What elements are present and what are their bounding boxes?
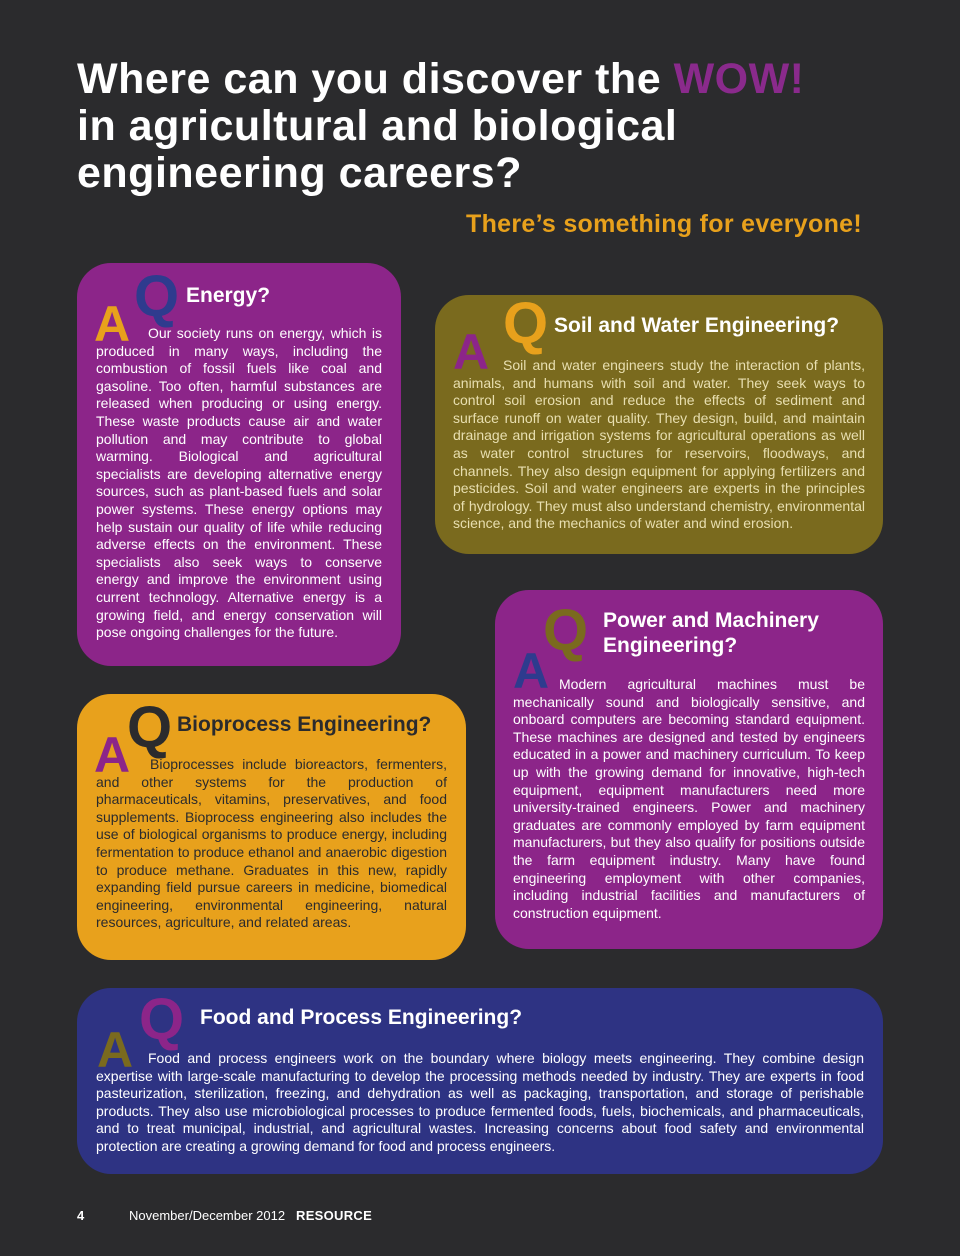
soil-water-body-text: Soil and water engineers study the interaction of plants, animals, and humans with soil and water. They seek ways to control soil erosion and reduce the effects of sediment and surface runoff on water quality. They design, build, and maintain drainage and irrigation systems for agricultural operations as well as water control structures for reservoirs, floodways, and channels. They also design equipment for applying fertilizers and pesticides. Soil and water engineers are experts in the principles of hydrology. They must also understand chemistry, environmental science, and the mechanics of water and wind erosion. — [453, 357, 865, 532]
answer-a-icon: A — [513, 643, 550, 699]
bioprocess-title: Bioprocess Engineering? — [177, 713, 432, 736]
magazine-name: RESOURCE — [296, 1208, 373, 1223]
question-q-icon: Q — [127, 695, 173, 760]
answer-a-icon: A — [453, 324, 490, 380]
answer-a-icon: A — [94, 296, 131, 352]
power-machinery-card — [495, 590, 883, 949]
page-number: 4 — [77, 1208, 85, 1223]
food-process-card — [77, 988, 883, 1174]
bioprocess-body — [96, 756, 447, 932]
power-machinery-body — [513, 676, 865, 922]
power-title-line1: Power and Machinery — [603, 609, 819, 632]
soil-water-card — [435, 291, 883, 554]
energy-body-text: Our society runs on energy, which is produced in many ways, including the combustion of fossil fuels like coal and gasoline. Too often, harmful substances are released when producing or using energy. These waste products cause air and water pollution and may contribute to global warming. Biological and agricultural specialists are developing alternative energy sources, such as plant-based fuels and solar power systems. These energy options may help sustain our quality of life while reducing adverse effects on the environment. These specialists also seek ways to conserve energy and improve the environment using current technology. Alternative energy is a growing field, and energy conservation will pose ongoing challenges for the future. — [96, 325, 382, 641]
question-q-icon: Q — [139, 987, 185, 1052]
headline-line2: in agricultural and biological — [77, 102, 678, 150]
question-q-icon: Q — [543, 598, 589, 663]
energy-body — [96, 325, 382, 642]
food-process-title: Food and Process Engineering? — [200, 1006, 523, 1029]
energy-card — [77, 263, 401, 666]
food-process-body-text: Food and process engineers work on the boundary where biology meets engineering. They combine design expertise with large-scale manufacturing to develop the processing methods needed by industry. They are experts in food pasteurization, sterilization, freezing, and dehydration as well as packaging, transportation, and storage of perishable products. They also use microbiological processes to produce fermented foods, fuels, biochemicals, and pharmaceuticals, and to treat municipal, industrial, and agricultural wastes. Increasing concerns about food safety and environmental protection are creating a growing demand for food and process engineers. — [96, 1050, 864, 1154]
headline-line1: Where can you discover the — [77, 55, 674, 103]
bioprocess-body-text: Bioprocesses include bioreactors, fermenters, and other systems for the production of pharmaceuticals, vitamins, preservatives, and food supplements. Bioprocess engineering also includes the use of biological organisms to produce energy, including fermentation to produce ethanol and anaerobic digestion to produce methane. Graduates in this new, rapidly expanding field pursue careers in medicine, biomedical engineering, environmental engineering, natural resources, agriculture, and related areas. — [96, 756, 447, 931]
power-machinery-title — [603, 608, 873, 658]
headline-line3: engineering careers? — [77, 149, 522, 197]
question-q-icon: Q — [503, 291, 549, 356]
answer-a-icon: A — [94, 727, 131, 783]
power-title-line2: Engineering? — [603, 634, 738, 657]
food-process-body — [96, 1050, 864, 1156]
energy-title: Energy? — [186, 284, 271, 307]
page-headline — [77, 56, 877, 197]
soil-water-body — [453, 357, 865, 533]
issue-date: November/December 2012 — [129, 1208, 286, 1223]
soil-water-title: Soil and Water Engineering? — [554, 314, 840, 337]
question-q-icon: Q — [134, 264, 180, 329]
tagline: There’s something for everyone! — [466, 210, 862, 238]
power-machinery-body-text: Modern agricultural machines must be mechanically sound and biologically sensitive, and onboard computers are becoming standard equipment. These machines are designed and tested by engineers educated in a power and machinery curriculum. To keep up with the growing demand for innovative, high-tech equipment, equipment manufacturers need more university-trained engineers. Power and machinery graduates are commonly employed by farm equipment manufacturers, but they also qualify for positions outside the farm equipment industry. Many have found engineering employment with other companies, including industrial facilities and manufacturers of construction equipment. — [513, 676, 865, 921]
answer-a-icon: A — [97, 1022, 134, 1078]
bioprocess-card — [77, 694, 466, 960]
headline-wow: WOW! — [673, 55, 805, 103]
page-footer — [77, 1208, 477, 1226]
